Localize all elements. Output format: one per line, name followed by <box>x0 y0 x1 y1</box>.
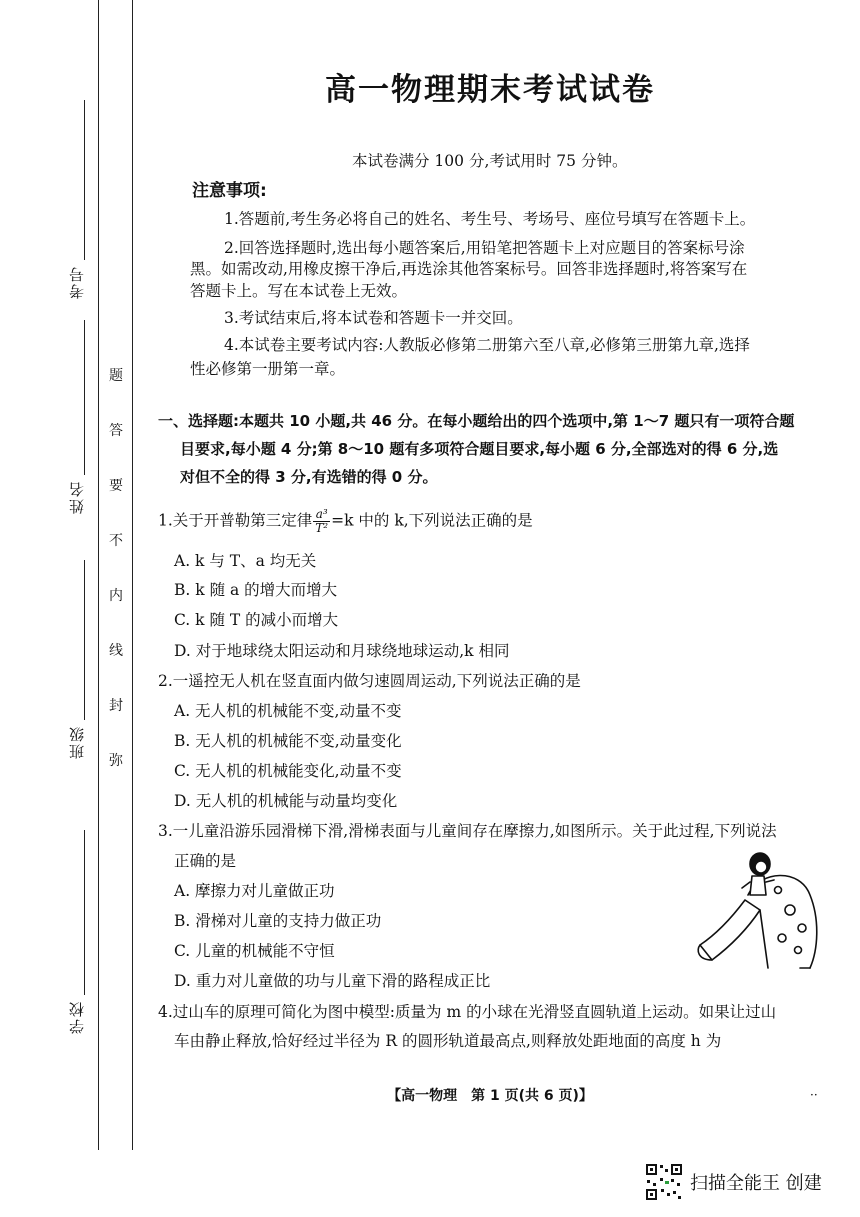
question-1-option: D. 对于地球绕太阳运动和月球绕地球运动,k 相同 <box>174 642 510 660</box>
notice-heading: 注意事项: <box>192 181 267 201</box>
question-4-stem: 车由静止释放,恰好经过半径为 R 的圆形轨道最高点,则释放处距地面的高度 h 为 <box>174 1032 722 1050</box>
seal-char: 弥 <box>109 753 123 769</box>
question-1-option: C. k 随 T 的减小而增大 <box>174 611 339 629</box>
name-field: 姓名 <box>68 480 86 514</box>
page-footer: 【高一物理 第 1 页(共 6 页)】 <box>387 1088 593 1104</box>
class-line <box>84 560 85 720</box>
seal-char: 线 <box>109 643 123 659</box>
binding-line-inner <box>132 0 133 1150</box>
notice-line: 4.本试卷主要考试内容:人教版必修第二册第六至八章,必修第三册第九章,选择 <box>224 336 750 354</box>
seal-char: 内 <box>109 588 123 604</box>
question-2-option: C. 无人机的机械能变化,动量不变 <box>174 762 402 780</box>
question-2-option: A. 无人机的机械能不变,动量不变 <box>174 702 402 720</box>
seal-char: 要 <box>109 478 123 494</box>
school-field: 学校 <box>68 1000 86 1034</box>
section-instructions: 目要求,每小题 4 分;第 8～10 题有多项符合题目要求,每小题 6 分,全部选对的得 6 分,选 <box>180 440 779 458</box>
score-line: 本试卷满分 100 分,考试用时 75 分钟。 <box>352 152 628 170</box>
question-1-option: A. k 与 T、a 均无关 <box>174 552 317 570</box>
question-4-stem: 4.过山车的原理可简化为图中模型:质量为 m 的小球在光滑竖直圆轨道上运动。如果让过山 <box>158 1003 777 1021</box>
notice-line: 答题卡上。写在本试卷上无效。 <box>190 282 408 300</box>
question-2-option: D. 无人机的机械能与动量均变化 <box>174 792 398 810</box>
seal-char: 答 <box>109 423 123 439</box>
name-line <box>84 320 85 475</box>
scanner-watermark: 扫描全能王 创建 <box>690 1173 822 1194</box>
seal-char: 封 <box>109 698 123 714</box>
question-3-option: D. 重力对儿童做的功与儿童下滑的路程成正比 <box>174 972 491 990</box>
question-3-option: C. 儿童的机械能不守恒 <box>174 942 335 960</box>
qr-code-icon <box>645 1163 683 1201</box>
kepler-fraction: $\frac{\text{a³}}{\text{T²}}$ <box>315 507 329 535</box>
school-line <box>84 830 85 995</box>
question-1-option: B. k 随 a 的增大而增大 <box>174 581 338 599</box>
class-field: 班级 <box>68 725 86 759</box>
question-2-stem: 2.一遥控无人机在竖直面内做匀速圆周运动,下列说法正确的是 <box>158 672 581 690</box>
question-1-stem: 1.关于开普勒第三定律 $\frac{\text{a³}}{\text{T²}}$ =k 中的 k,下列说法正确的是 <box>158 507 533 535</box>
section-instructions: 一、选择题:本题共 10 小题,共 46 分。在每小题给出的四个选项中,第 1～7 题只有一项符合题 <box>158 412 795 430</box>
question-3-stem: 3.一儿童沿游乐园滑梯下滑,滑梯表面与儿童间存在摩擦力,如图所示。关于此过程,下列说法 <box>158 822 777 840</box>
binding-line-outer <box>98 0 99 1150</box>
question-3-option: A. 摩擦力对儿童做正功 <box>174 882 335 900</box>
section-instructions: 对但不全的得 3 分,有选错的得 0 分。 <box>180 468 438 486</box>
exam-number-line <box>84 100 85 260</box>
seal-char: 不 <box>109 533 123 549</box>
footer-mark: ·· <box>810 1088 818 1102</box>
notice-line: 1.答题前,考生务必将自己的姓名、考生号、考场号、座位号填写在答题卡上。 <box>224 210 756 228</box>
child-on-slide-figure <box>690 850 830 980</box>
seal-char: 题 <box>109 368 123 384</box>
question-2-option: B. 无人机的机械能不变,动量变化 <box>174 732 402 750</box>
page-title: 高一物理期末考试试卷 <box>325 72 655 108</box>
notice-line: 黑。如需改动,用橡皮擦干净后,再选涂其他答案标号。回答非选择题时,将答案写在 <box>190 260 748 278</box>
question-3-option: B. 滑梯对儿童的支持力做正功 <box>174 912 382 930</box>
notice-line: 2.回答选择题时,选出每小题答案后,用铅笔把答题卡上对应题目的答案标号涂 <box>224 239 745 257</box>
question-3-stem: 正确的是 <box>174 852 237 870</box>
exam-number-field: 考号 <box>68 265 86 299</box>
notice-line: 性必修第一册第一章。 <box>190 360 346 378</box>
notice-line: 3.考试结束后,将本试卷和答题卡一并交回。 <box>224 309 523 327</box>
